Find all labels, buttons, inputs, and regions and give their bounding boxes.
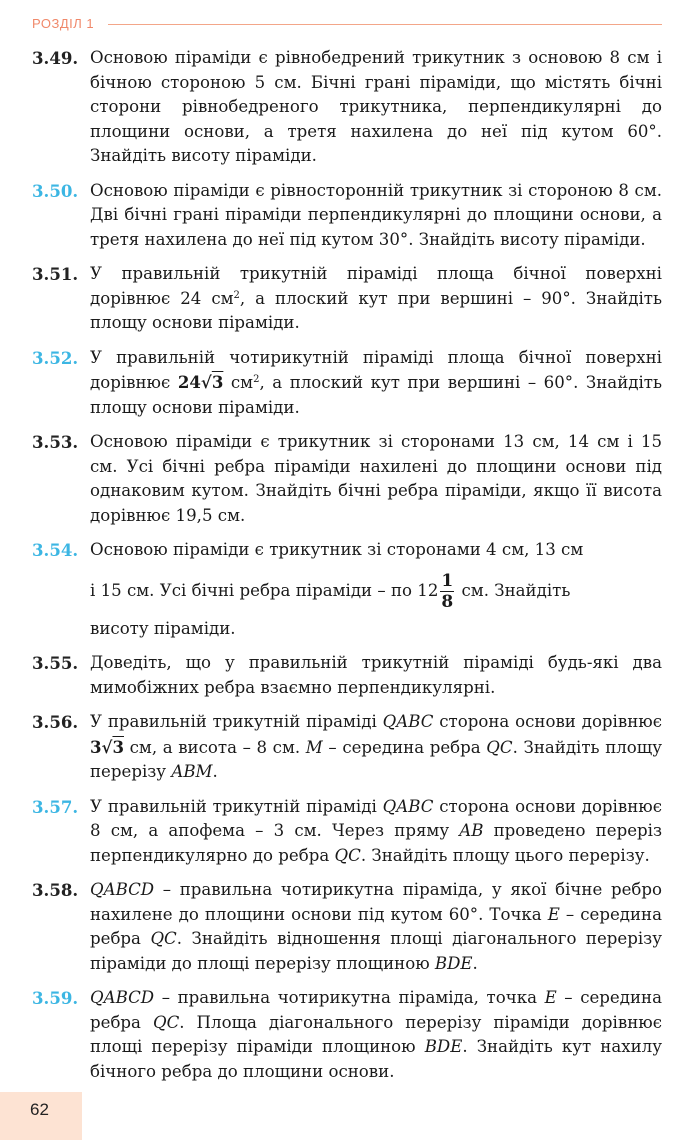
problem-number: 3.57. [32,796,79,817]
problem-3-53 [32,430,662,528]
radical-expression: 24√3 [177,372,224,392]
problem-text: У правильній трикутній піраміді QABC сторона основи дорівнює 8 см, а апофема – 3 см. Через пряму AB проведено переріз перпендикулярно до ребра QC. Знайдіть площу цього перерізу. [90,796,663,865]
problem-3-52 [32,346,662,421]
problem-number: 3.50. [32,180,79,201]
problem-number: 3.56. [32,712,79,732]
radical-expression: 3√3 [90,736,124,757]
problem-3-58 [32,878,662,976]
problem-list [32,46,662,1094]
problem-3-50 [32,179,662,253]
problem-3-59 [32,986,662,1084]
problem-text: У правильній чотирикутній піраміді площа бічної поверхні дорівнює 24√3 $см^2$, а плоский кут при вершині – 60°. Знайдіть площу основи піраміди. [90,347,662,417]
problem-text: QABCD – правильна чотирикутна піраміда, у якої бічне ребро нахилене до площини основи під кутом 60°. Точка E – середина ребра QC. Знайдіть відношення площі діагонального перерізу піраміди до площі перерізу площиною BDE. [90,880,662,973]
problem-number: 3.53. [32,432,79,452]
problem-3-49 [32,46,662,169]
problem-number: 3.59. [32,988,79,1008]
problem-3-56 [32,710,662,785]
problem-text: Основою піраміди є трикутник зі сторонами 4 см, 13 см і 15 см. Усі бічні ребра піраміди – по 12 $\frac{1}{8}$ см. Знайдіть висоту піраміди. [90,540,584,638]
problem-number: 3.55. [32,653,79,673]
page-number-tab [0,1092,82,1140]
section-label: РОЗДІЛ 1 [32,16,95,31]
problem-text: Основою піраміди є рівносторонній трикутник зі стороною 8 см. Дві бічні грані піраміди перпендикулярні до площини основи, а третя нахилена до неї під кутом 30°. Знайдіть висоту піраміди. [90,180,662,249]
problem-text: У правильній трикутній піраміді QABC сторона основи дорівнює 3√3 см, а висота – 8 см. M – середина ребра QC. Знайдіть площу перерізу ABM. [90,712,663,781]
problem-number: 3.51. [32,264,79,284]
problem-number: 3.52. [32,347,79,368]
problem-number: 3.54. [32,540,79,560]
problem-text: Основою піраміди є рівнобедрений трикутник з основою 8 см і бічною стороною 5 см. Бічні грані піраміди, що містять бічні сторони рівнобедреного трикутника, перпендикулярні до площини основи, а третя нахилена до неї під кутом 60°. Знайдіть висоту піраміди. [90,48,662,165]
fraction: $\frac{1}{8}$ [441,570,454,612]
problem-text: У правильній трикутній піраміді площа бічної поверхні дорівнює 24 $см^2$, а плоский кут при вершині – 90°. Знайдіть площу основи піраміди. [90,264,662,332]
problem-text: QABCD – правильна чотирикутна піраміда, точка E – середина ребра QC. Площа діагонального перерізу піраміди дорівнює площі перерізу піраміди площиною BDE. Знайдіть кут нахилу бічного ребра до площини основи. [90,988,662,1081]
problem-text: Доведіть, що у правильній трикутній піраміді будь-які два мимобіжних ребра взаємно перпендикулярні. [90,653,662,697]
problem-3-55 [32,651,662,700]
problem-3-54 [32,538,662,641]
problem-number: 3.49. [32,48,79,68]
problem-text: Основою піраміди є трикутник зі сторонами 13 см, 14 см і 15 см. Усі бічні ребра піраміди нахилені до площини основи під однаковим кутом. Знайдіть бічні ребра піраміди, якщо її висота дорівнює 19,5 см. [90,432,662,525]
problem-number: 3.58. [32,880,79,900]
header-divider [108,24,662,25]
problem-3-57 [32,795,662,869]
page-number: 62 [30,1100,49,1119]
page-header [32,16,662,36]
problem-3-51 [32,262,662,336]
